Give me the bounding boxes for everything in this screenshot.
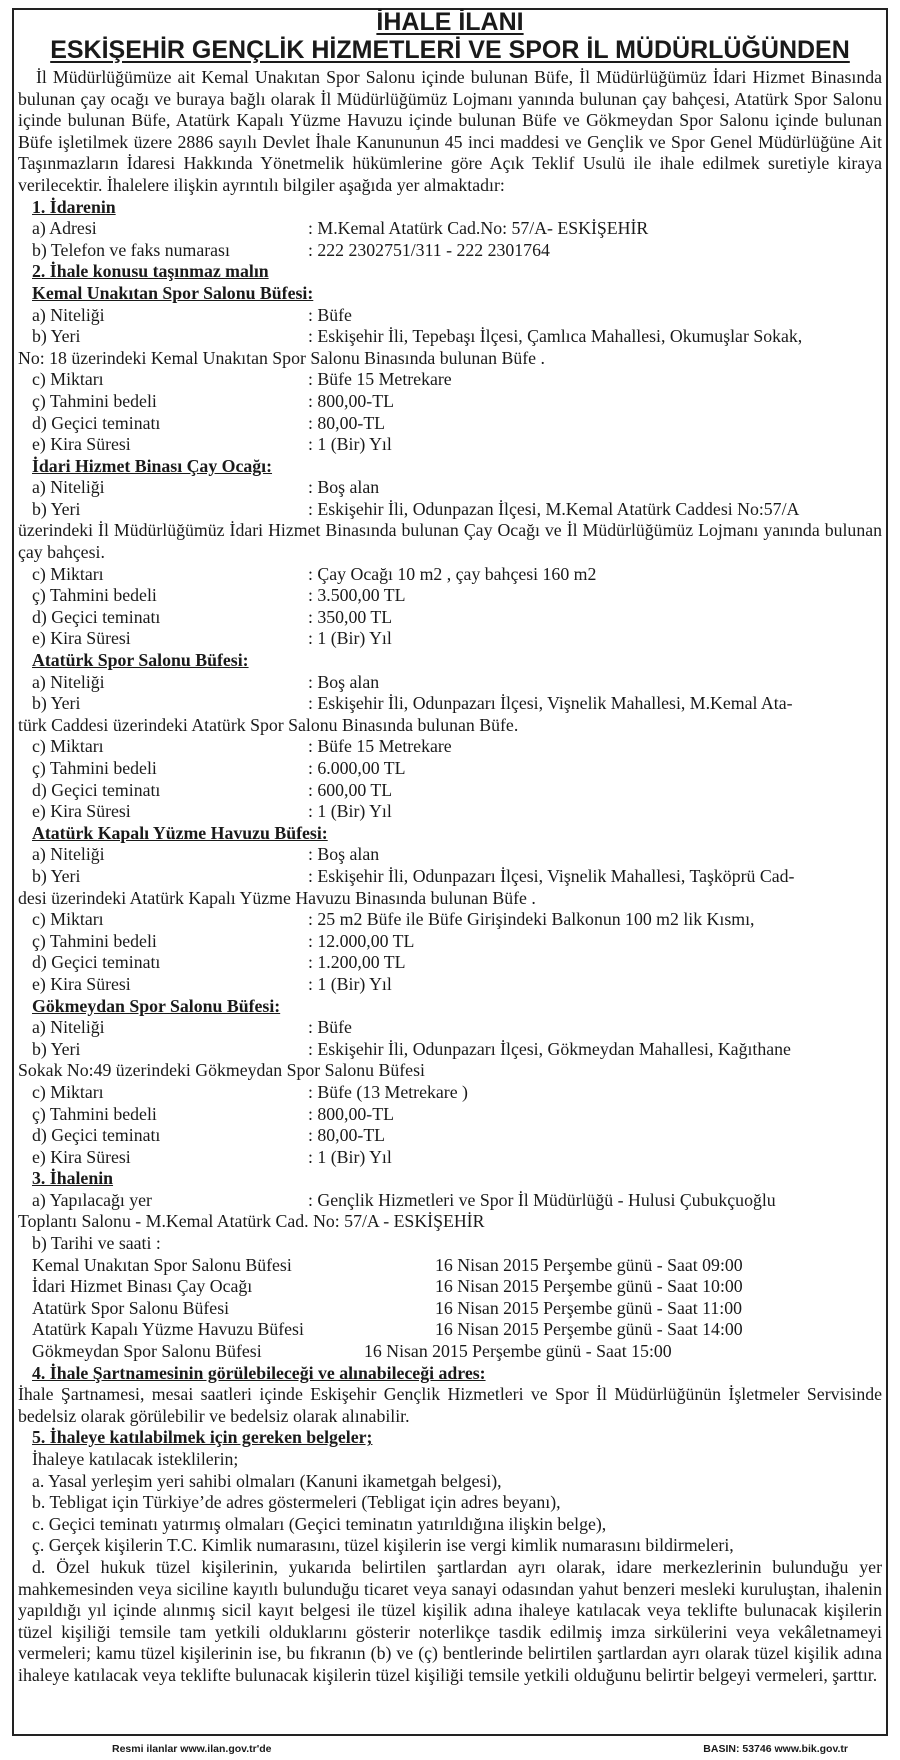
phone-row	[18, 240, 882, 262]
nature-row	[18, 672, 882, 694]
deposit-row	[18, 1125, 882, 1147]
quantity-value: : Çay Ocağı 10 m2 , çay bahçesi 160 m2	[308, 563, 597, 584]
quantity-label: c) Miktarı	[32, 909, 104, 930]
schedule-venue: Gökmeydan Spor Salonu Büfesi	[32, 1341, 262, 1362]
nature-label: a) Niteliği	[32, 1017, 105, 1038]
location-continuation: No: 18 üzerindeki Kemal Unakıtan Spor Salonu Binasında bulunan Büfe .	[18, 347, 545, 368]
location-value: : Eskişehir İli, Odunpazarı İlçesi, Gökmeydan Mahallesi, Kağıthane	[308, 1038, 791, 1059]
lease-term-value: : 1 (Bir) Yıl	[308, 1146, 392, 1167]
estimated-price-row	[18, 758, 882, 780]
deposit-value: : 80,00-TL	[308, 1125, 386, 1146]
estimated-price-row	[18, 391, 882, 413]
requirement-item: c. Geçici teminatı yatırmış olmaları (Geçici teminatın yatırıldığına ilişkin belge),	[32, 1513, 607, 1534]
estimated-price-value: : 800,00-TL	[308, 1103, 394, 1124]
deposit-row	[18, 413, 882, 435]
place-row	[18, 1190, 882, 1212]
lease-term-row	[18, 434, 882, 456]
nature-label: a) Niteliği	[32, 477, 105, 498]
schedule-row	[18, 1255, 882, 1277]
lease-term-value: : 1 (Bir) Yıl	[308, 628, 392, 649]
estimated-price-label: ç) Tahmini bedeli	[32, 390, 157, 411]
schedule-venue: Kemal Unakıtan Spor Salonu Büfesi	[32, 1254, 292, 1275]
schedule-list	[18, 1255, 882, 1363]
schedule-time: 16 Nisan 2015 Perşembe günü - Saat 10:00	[435, 1276, 743, 1297]
estimated-price-label: ç) Tahmini bedeli	[32, 585, 157, 606]
schedule-row	[18, 1298, 882, 1320]
schedule-time: 16 Nisan 2015 Perşembe günü - Saat 11:00	[435, 1297, 743, 1318]
lease-term-row	[18, 1147, 882, 1169]
address-value: : M.Kemal Atatürk Cad.No: 57/A- ESKİŞEHİR	[308, 218, 649, 239]
location-row	[18, 1039, 882, 1061]
notice-title: İHALE İLANI	[376, 8, 524, 36]
property-name: Atatürk Spor Salonu Büfesi:	[32, 650, 249, 671]
lease-term-value: : 1 (Bir) Yıl	[308, 973, 392, 994]
estimated-price-row	[18, 1104, 882, 1126]
schedule-time: 16 Nisan 2015 Perşembe günü - Saat 09:00	[435, 1254, 743, 1275]
deposit-row	[18, 607, 882, 629]
lease-term-row	[18, 628, 882, 650]
section-4-heading: 4. İhale Şartnamesinin görülebileceği ve alınabileceği adres:	[32, 1362, 486, 1383]
estimated-price-value: : 6.000,00 TL	[308, 758, 406, 778]
quantity-value: : 25 m2 Büfe ile Büfe Girişindeki Balkonun 100 m2 lik Kısmı,	[308, 909, 755, 930]
location-label: b) Yeri	[32, 326, 81, 347]
estimated-price-label: ç) Tahmini bedeli	[32, 930, 157, 951]
phone-value: : 222 2302751/311 - 222 2301764	[308, 239, 550, 260]
lease-term-row	[18, 801, 882, 823]
location-label: b) Yeri	[32, 498, 81, 519]
location-continuation: üzerindeki İl Müdürlüğümüz İdari Hizmet Binasında bulunan Çay Ocağı ve İl Müdürlüğümüz Lojmanı yanında bulunan çay bahçesi.	[18, 520, 882, 563]
nature-row	[18, 844, 882, 866]
lease-term-value: : 1 (Bir) Yıl	[308, 434, 392, 455]
estimated-price-row	[18, 585, 882, 607]
nature-label: a) Niteliği	[32, 671, 105, 692]
location-row	[18, 499, 882, 521]
deposit-label: d) Geçici teminatı	[32, 412, 161, 433]
schedule-venue: İdari Hizmet Binası Çay Ocağı	[32, 1276, 253, 1297]
intro-paragraph: İl Müdürlüğümüze ait Kemal Unakıtan Spor Salonu içinde bulunan Büfe, İl Müdürlüğümüz İdari Hizmet Binasında bulunan çay ocağı ve buraya bağlı olarak İl Müdürlüğümüz Lojmanı yanında bulunan çay bahçesi, Atatürk Spor Salonu içinde bulunan Büfe, Atatürk Kapalı Yüzme Havuzu içinde bulunan Büfe ve Gökmeydan Spor Salonu içinde bulunan Büfe işletilmek üzere 2886 sayılı Devlet İhale Kanununun 45 inci maddesi ve Gençlik ve Spor Genel Müdürlüğüne Ait Taşınmazların İdaresi Hakkında Yönetmelik hükümlerine göre Açık Teklif Usulü ile ihale edilmek suretiyle kiraya verilecektir. İhalelere ilişkin ayrıntılı bilgiler aşağıda yer almaktadır:	[18, 67, 882, 195]
schedule-time: 16 Nisan 2015 Perşembe günü - Saat 14:00	[435, 1319, 743, 1340]
place-label: a) Yapılacağı yer	[32, 1189, 152, 1210]
location-continuation: türk Caddesi üzerindeki Atatürk Spor Salonu Binasında bulunan Büfe.	[18, 714, 519, 735]
nature-value: : Boş alan	[308, 671, 380, 692]
location-value: : Eskişehir İli, Odunpazan İlçesi, M.Kemal Atatürk Caddesi No:57/A	[308, 498, 800, 519]
quantity-row	[18, 909, 882, 931]
section-5-heading: 5. İhaleye katılabilmek için gereken belgeler;	[32, 1427, 373, 1448]
nature-row	[18, 1017, 882, 1039]
nature-value: : Boş alan	[308, 844, 380, 865]
deposit-value: : 80,00-TL	[308, 412, 386, 433]
nature-value: : Büfe	[308, 304, 352, 325]
quantity-label: c) Miktarı	[32, 736, 104, 757]
location-row	[18, 866, 882, 888]
lease-term-row	[18, 974, 882, 996]
deposit-value: : 1.200,00 TL	[308, 952, 406, 973]
date-label: b) Tarihi ve saati :	[32, 1233, 161, 1254]
location-continuation: Sokak No:49 üzerindeki Gökmeydan Spor Salonu Büfesi	[18, 1060, 425, 1081]
estimated-price-label: ç) Tahmini bedeli	[32, 1103, 157, 1124]
footer-right: BASIN: 53746 www.bik.gov.tr	[703, 1743, 848, 1755]
schedule-row	[18, 1341, 882, 1363]
lease-term-label: e) Kira Süresi	[32, 801, 131, 822]
nature-value: : Boş alan	[308, 477, 380, 498]
requirement-item: b. Tebligat için Türkiye’de adres göstermeleri (Tebligat için adres beyanı),	[32, 1492, 561, 1513]
deposit-label: d) Geçici teminatı	[32, 779, 161, 800]
schedule-row	[18, 1276, 882, 1298]
location-value: : Eskişehir İli, Odunpazarı İlçesi, Vişnelik Mahallesi, Taşköprü Cad-	[308, 865, 795, 886]
quantity-label: c) Miktarı	[32, 369, 104, 390]
lease-term-label: e) Kira Süresi	[32, 1146, 131, 1167]
quantity-row	[18, 1082, 882, 1104]
property-name: İdari Hizmet Binası Çay Ocağı:	[32, 455, 273, 476]
location-row	[18, 693, 882, 715]
place-value: : Gençlik Hizmetleri ve Spor İl Müdürlüğü - Hulusi Çubukçuoğlu	[308, 1189, 776, 1210]
location-label: b) Yeri	[32, 693, 81, 714]
section-1-heading: 1. İdarenin	[32, 196, 116, 217]
estimated-price-label: ç) Tahmini bedeli	[32, 758, 157, 778]
location-label: b) Yeri	[32, 1038, 81, 1059]
deposit-value: : 350,00 TL	[308, 606, 393, 627]
quantity-value: : Büfe 15 Metrekare	[308, 736, 452, 757]
location-continuation: desi üzerindeki Atatürk Kapalı Yüzme Havuzu Binasında bulunan Büfe .	[18, 887, 536, 908]
address-row	[18, 218, 882, 240]
quantity-value: : Büfe (13 Metrekare )	[308, 1081, 468, 1102]
location-value: : Eskişehir İli, Odunpazarı İlçesi, Vişnelik Mahallesi, M.Kemal Ata-	[308, 693, 793, 714]
lease-term-label: e) Kira Süresi	[32, 973, 131, 994]
nature-row	[18, 477, 882, 499]
section-3-heading: 3. İhalenin	[32, 1168, 114, 1189]
estimated-price-value: : 800,00-TL	[308, 390, 394, 411]
footer-left: Resmi ilanlar www.ilan.gov.tr'de	[112, 1743, 272, 1755]
estimated-price-value: : 3.500,00 TL	[308, 585, 406, 606]
property-name: Gökmeydan Spor Salonu Büfesi:	[32, 995, 281, 1016]
property-name: Kemal Unakıtan Spor Salonu Büfesi:	[32, 282, 314, 303]
schedule-time: 16 Nisan 2015 Perşembe günü - Saat 15:00	[364, 1341, 672, 1362]
requirement-d: d. Özel hukuk tüzel kişilerinin, yukarıda belirtilen şartlardan ayrı olarak, idare merkezlerinin bulunduğu yer mahkemesinden veya siciline kayıtlı bulunduğu ticaret veya sanayi odasından yahut benzeri mesleki kuruluştan, ihalenin yapıldığı yıl içinde alınmış sicil kayıt belgesi ile tüzel kişilik adına ihaleye katılacak veya teklifte bulunacak kişilerin tüzel kişiliği temsile tam yetkili olduklarını gösterir noterlikçe tasdik edilmiş imza sirkülerini veya vekâletnameyi vermeleri; kamu tüzel kişilerinin ise, bu fıkranın (b) ve (ç) bentlerinde belirtilen şartlardan ayrı olarak tüzel kişilik adına ihaleye katılacak veya teklifte bulunacak kişilerin tüzel kişiliği temsile yetkili olduğunu belirtir belgeyi vermeleri, şarttır.	[18, 1556, 882, 1685]
quantity-label: c) Miktarı	[32, 563, 104, 584]
requirement-item: ç. Gerçek kişilerin T.C. Kimlik numarasını, tüzel kişilerin ise vergi kimlik numarasını bildirmeleri,	[32, 1535, 734, 1556]
address-label: a) Adresi	[32, 218, 97, 239]
deposit-label: d) Geçici teminatı	[32, 606, 161, 627]
nature-value: : Büfe	[308, 1017, 352, 1038]
requirement-item: a. Yasal yerleşim yeri sahibi olmaları (Kanuni ikametgah belgesi),	[32, 1470, 502, 1491]
schedule-row	[18, 1319, 882, 1341]
deposit-value: : 600,00 TL	[308, 779, 393, 800]
notice-subtitle: ESKİŞEHİR GENÇLİK HİZMETLERİ VE SPOR İL MÜDÜRLÜĞÜNDEN	[50, 36, 850, 64]
quantity-label: c) Miktarı	[32, 1081, 104, 1102]
quantity-row	[18, 369, 882, 391]
place-continuation: Toplantı Salonu - M.Kemal Atatürk Cad. No: 57/A - ESKİŞEHİR	[18, 1211, 485, 1232]
schedule-venue: Atatürk Kapalı Yüzme Havuzu Büfesi	[32, 1319, 304, 1340]
estimated-price-row	[18, 931, 882, 953]
lease-term-value: : 1 (Bir) Yıl	[308, 801, 392, 822]
quantity-value: : Büfe 15 Metrekare	[308, 369, 452, 390]
notice-body	[18, 67, 882, 1687]
schedule-venue: Atatürk Spor Salonu Büfesi	[32, 1297, 230, 1318]
section-5-intro: İhaleye katılacak isteklilerin;	[32, 1449, 239, 1469]
nature-label: a) Niteliği	[32, 844, 105, 865]
nature-label: a) Niteliği	[32, 304, 105, 325]
property-list	[18, 283, 882, 1168]
lease-term-label: e) Kira Süresi	[32, 434, 131, 455]
location-row	[18, 326, 882, 348]
location-value: : Eskişehir İli, Tepebaşı İlçesi, Çamlıca Mahallesi, Okumuşlar Sokak,	[308, 326, 803, 347]
deposit-label: d) Geçici teminatı	[32, 1125, 161, 1146]
deposit-label: d) Geçici teminatı	[32, 952, 161, 973]
section-4-text: İhale Şartnamesi, mesai saatleri içinde Eskişehir Gençlik Hizmetleri ve Spor İl Müdürlüğünün İşletmeler Servisinde bedelsiz olarak görülebilir ve bedelsiz olarak alınabilir.	[18, 1384, 882, 1426]
section-2-heading: 2. İhale konusu taşınmaz malın	[32, 261, 269, 282]
quantity-row	[18, 736, 882, 758]
lease-term-label: e) Kira Süresi	[32, 628, 131, 649]
nature-row	[18, 305, 882, 327]
estimated-price-value: : 12.000,00 TL	[308, 930, 415, 951]
deposit-row	[18, 952, 882, 974]
phone-label: b) Telefon ve faks numarası	[32, 239, 230, 260]
deposit-row	[18, 780, 882, 802]
property-name: Atatürk Kapalı Yüzme Havuzu Büfesi:	[32, 822, 328, 843]
quantity-row	[18, 564, 882, 586]
location-label: b) Yeri	[32, 865, 81, 886]
requirements-list	[18, 1471, 882, 1557]
